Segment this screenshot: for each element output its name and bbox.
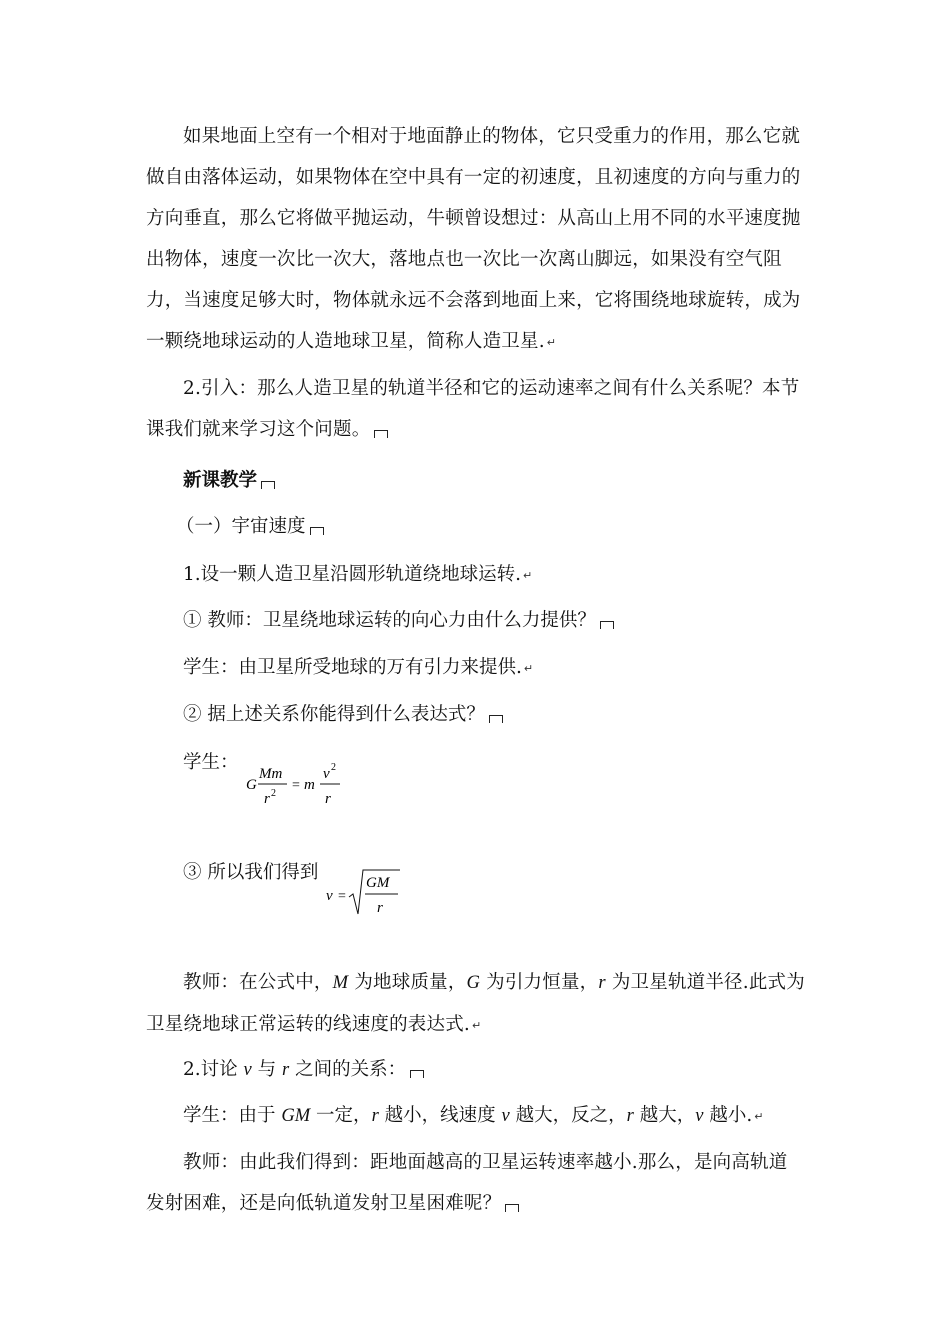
student-text: 一定，	[310, 1105, 372, 1126]
student-text: 越小.	[703, 1105, 753, 1126]
item-2-text: 之间的关系：	[289, 1059, 407, 1080]
paragraph-mark-icon	[489, 715, 503, 723]
paragraph-mark-icon: ↵	[754, 1110, 764, 1123]
paragraph-mark-icon	[505, 1204, 519, 1212]
symbol-v: v	[243, 1060, 252, 1080]
velocity-formula	[322, 866, 412, 920]
item-2-text: 2.讨论	[183, 1059, 244, 1080]
paragraph-mark-icon: ↵	[523, 569, 533, 582]
question-1-text: ① 教师：卫星绕地球运转的向心力由什么力提供？	[183, 610, 596, 631]
formula-denominator-r2: r	[325, 791, 331, 807]
formula-numerator-mm: Mm	[259, 766, 283, 782]
symbol-r: r	[626, 1106, 634, 1126]
formula-denominator-r: r	[264, 791, 270, 807]
lead-in-text: 2.引入：那么人造卫星的轨道半径和它的运动速率之间有什么关系呢？本节课我们就来学习这个问题。	[146, 378, 800, 440]
paragraph-mark-icon	[410, 1070, 424, 1078]
question-3-text: ③ 所以我们得到	[183, 862, 319, 883]
symbol-m: M	[332, 973, 349, 993]
question-2-text: ② 据上述关系你能得到什么表达式？	[183, 704, 485, 725]
paragraph-mark-icon	[261, 481, 275, 489]
formula-equals: =	[338, 889, 346, 904]
question-2	[183, 700, 503, 730]
section-title	[183, 466, 275, 496]
symbol-r: r	[598, 973, 606, 993]
formula-m: m	[304, 777, 315, 793]
item-1	[183, 560, 532, 591]
lead-in-paragraph	[146, 368, 806, 450]
teacher-explanation-paragraph	[146, 962, 806, 1046]
subsection-title	[176, 512, 324, 542]
item-2	[183, 1055, 424, 1085]
student-answer-2	[183, 1101, 763, 1132]
formula-numerator-exponent: 2	[331, 762, 336, 773]
intro-text: 如果地面上空有一个相对于地面静止的物体，它只受重力的作用，那么它就做自由落体运动，如果物体在空中具有一定的初速度，且初速度的方向与重力的方向垂直，那么它将做平抛运动，牛顿曾设想过：从高山上用不同的水平速度抛出物体，速度一次比一次大，落地点也一次比一次离山脚远，如果没有空气阻力，当速度足够大时，物体就永远不会落到地面上来，它将围绕地球旋转，成为一颗绕地球运动的人造地球卫星，简称人造卫星.	[146, 126, 801, 352]
item-2-text: 与	[251, 1059, 283, 1080]
paragraph-mark-icon: ↵	[546, 336, 557, 349]
subsection-text: （一）宇宙速度	[176, 516, 306, 537]
answer-2-label	[183, 748, 239, 778]
formula-denominator-r: r	[377, 900, 383, 916]
symbol-r: r	[282, 1060, 290, 1080]
symbol-g: G	[466, 973, 481, 993]
formula-equals: =	[292, 778, 300, 793]
paragraph-mark-icon	[600, 621, 614, 629]
formula-denominator-exponent: 2	[271, 788, 276, 799]
intro-paragraph	[146, 116, 806, 363]
answer-2-text: 学生：	[183, 752, 239, 773]
symbol-r: r	[371, 1106, 379, 1126]
teacher-text: 为引力恒量，	[480, 972, 599, 993]
teacher-text: 为地球质量，	[348, 972, 467, 993]
student-text: 越大，	[633, 1105, 696, 1126]
symbol-gm: GM	[281, 1106, 311, 1126]
student-text: 越大，反之，	[509, 1105, 627, 1126]
student-text: 越小，线速度	[378, 1105, 502, 1126]
paragraph-mark-icon	[374, 430, 388, 438]
symbol-v: v	[695, 1106, 704, 1126]
formula-g: G	[246, 777, 257, 793]
item-1-text: 1.设一颗人造卫星沿圆形轨道绕地球运转.	[183, 564, 522, 585]
section-title-text: 新课教学	[183, 470, 258, 491]
formula-numerator-gm: GM	[366, 875, 390, 891]
question-1	[183, 606, 614, 636]
teacher-question-text: 教师：由此我们得到：距地面越高的卫星运转速率越小.那么，是向高轨道发射困难，还是向低轨道发射卫星困难呢？	[146, 1152, 788, 1214]
paragraph-mark-icon: ↵	[523, 662, 534, 675]
paragraph-mark-icon	[310, 527, 324, 535]
teacher-text: 为卫星轨道半径.此式为卫星绕地球正常运转的线速度的表达式.	[146, 972, 805, 1035]
symbol-v: v	[501, 1106, 510, 1126]
gravity-formula	[244, 758, 354, 812]
paragraph-mark-icon: ↵	[471, 1019, 482, 1032]
teacher-question-paragraph	[146, 1142, 806, 1224]
answer-1	[183, 653, 533, 684]
student-text: 学生：由于	[183, 1105, 282, 1126]
formula-v: v	[326, 888, 333, 904]
formula-numerator-v: v	[323, 766, 330, 782]
answer-1-text: 学生：由卫星所受地球的万有引力来提供.	[183, 657, 522, 678]
question-3	[183, 858, 318, 888]
teacher-text: 教师：在公式中，	[183, 972, 333, 993]
